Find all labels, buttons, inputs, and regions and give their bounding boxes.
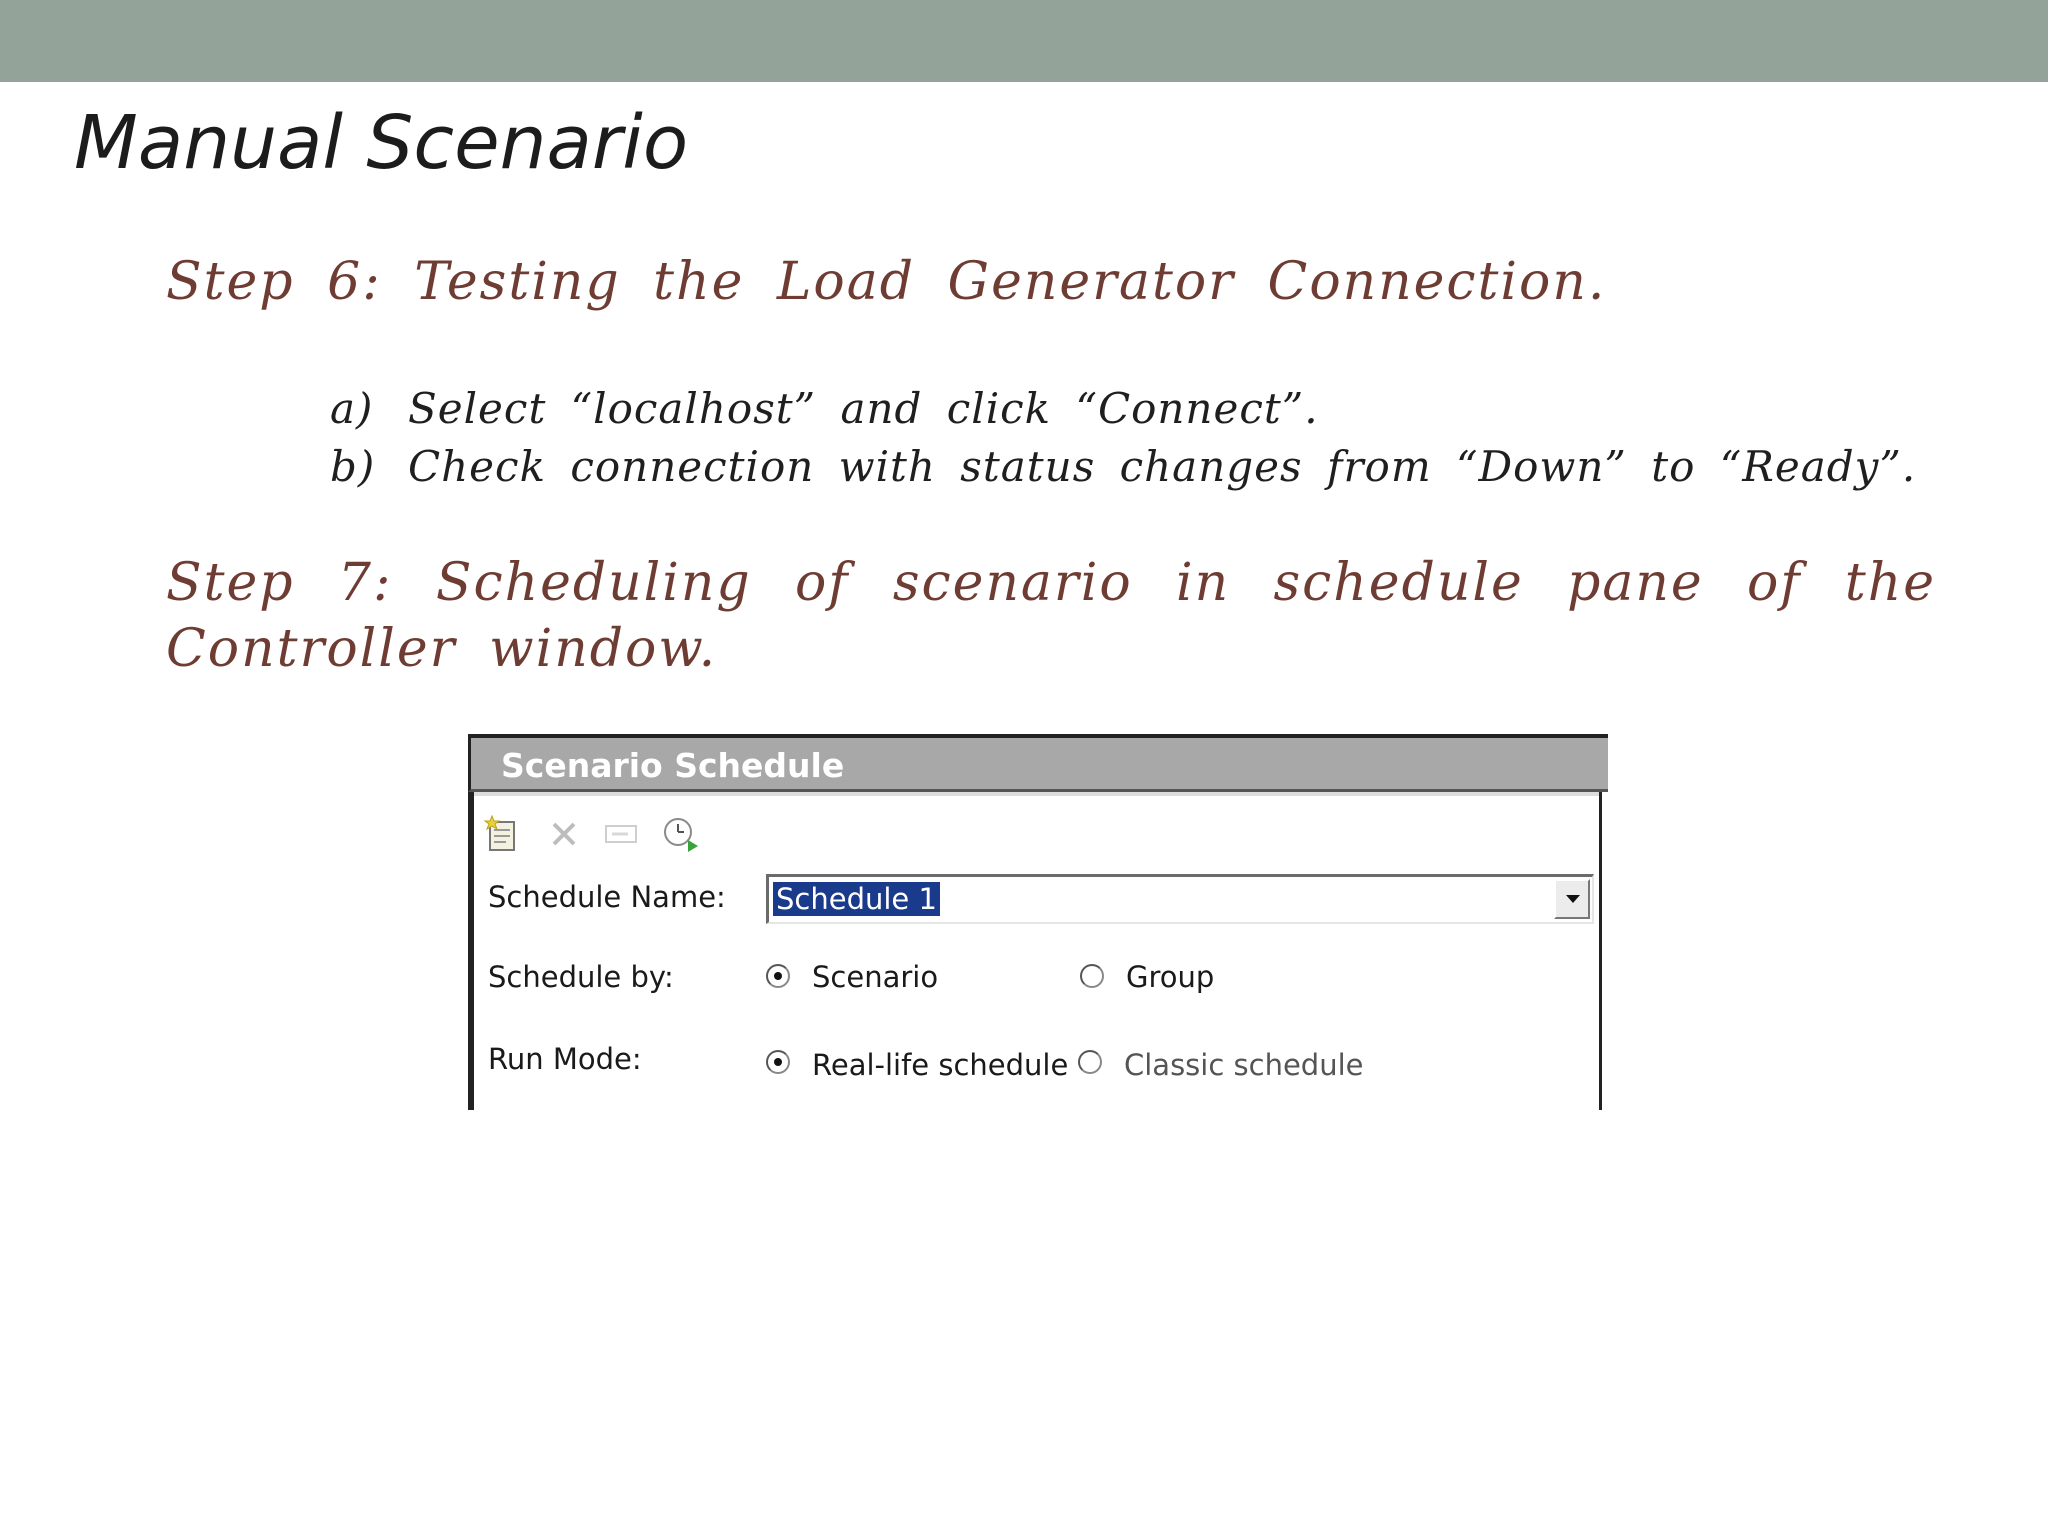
- chevron-down-icon[interactable]: [1554, 879, 1590, 919]
- dialog-body: [468, 792, 1602, 1110]
- substep-marker: a): [330, 384, 374, 433]
- schedule-by-label: Schedule by:: [488, 960, 674, 994]
- new-schedule-icon[interactable]: [482, 814, 522, 854]
- run-mode-real-life-radio[interactable]: [766, 1050, 790, 1074]
- substep-a: [330, 380, 1916, 438]
- substep-b: [330, 438, 1916, 496]
- delete-icon[interactable]: [544, 814, 584, 854]
- schedule-name-value[interactable]: Schedule 1: [773, 882, 940, 916]
- substep-text: Select “localhost” and click “Connect”.: [408, 384, 1319, 433]
- run-mode-classic-label[interactable]: Classic schedule: [1124, 1048, 1364, 1082]
- run-mode-label: Run Mode:: [488, 1042, 642, 1076]
- run-mode-classic-radio[interactable]: [1078, 1050, 1102, 1074]
- dialog-titlebar: [468, 734, 1608, 792]
- schedule-by-scenario-label[interactable]: Scenario: [812, 960, 939, 994]
- dialog-title: Scenario Schedule: [501, 746, 845, 785]
- schedule-by-group-radio[interactable]: [1080, 964, 1104, 988]
- slide-title: Manual Scenario: [74, 100, 689, 186]
- schedule-by-scenario-radio[interactable]: [766, 964, 790, 988]
- scenario-schedule-dialog: [468, 734, 1608, 1110]
- step-7-heading: Step 7: Scheduling of scenario in schedule pane of the Controller window.: [166, 553, 1936, 679]
- run-mode-real-life-label[interactable]: Real-life schedule: [812, 1048, 1069, 1082]
- schedule-name-label: Schedule Name:: [488, 880, 726, 914]
- schedule-name-combo[interactable]: [766, 874, 1594, 924]
- top-band: [0, 0, 2048, 82]
- schedule-by-group-label[interactable]: Group: [1126, 960, 1215, 994]
- substep-text: Check connection with status changes from “Down” to “Ready”.: [408, 442, 1917, 491]
- substep-marker: b): [330, 442, 376, 491]
- substep-list: [330, 380, 1916, 496]
- schedule-clock-icon[interactable]: [660, 814, 700, 854]
- rename-icon[interactable]: [602, 814, 642, 854]
- step-6-heading: Step 6: Testing the Load Generator Connection.: [166, 252, 1607, 312]
